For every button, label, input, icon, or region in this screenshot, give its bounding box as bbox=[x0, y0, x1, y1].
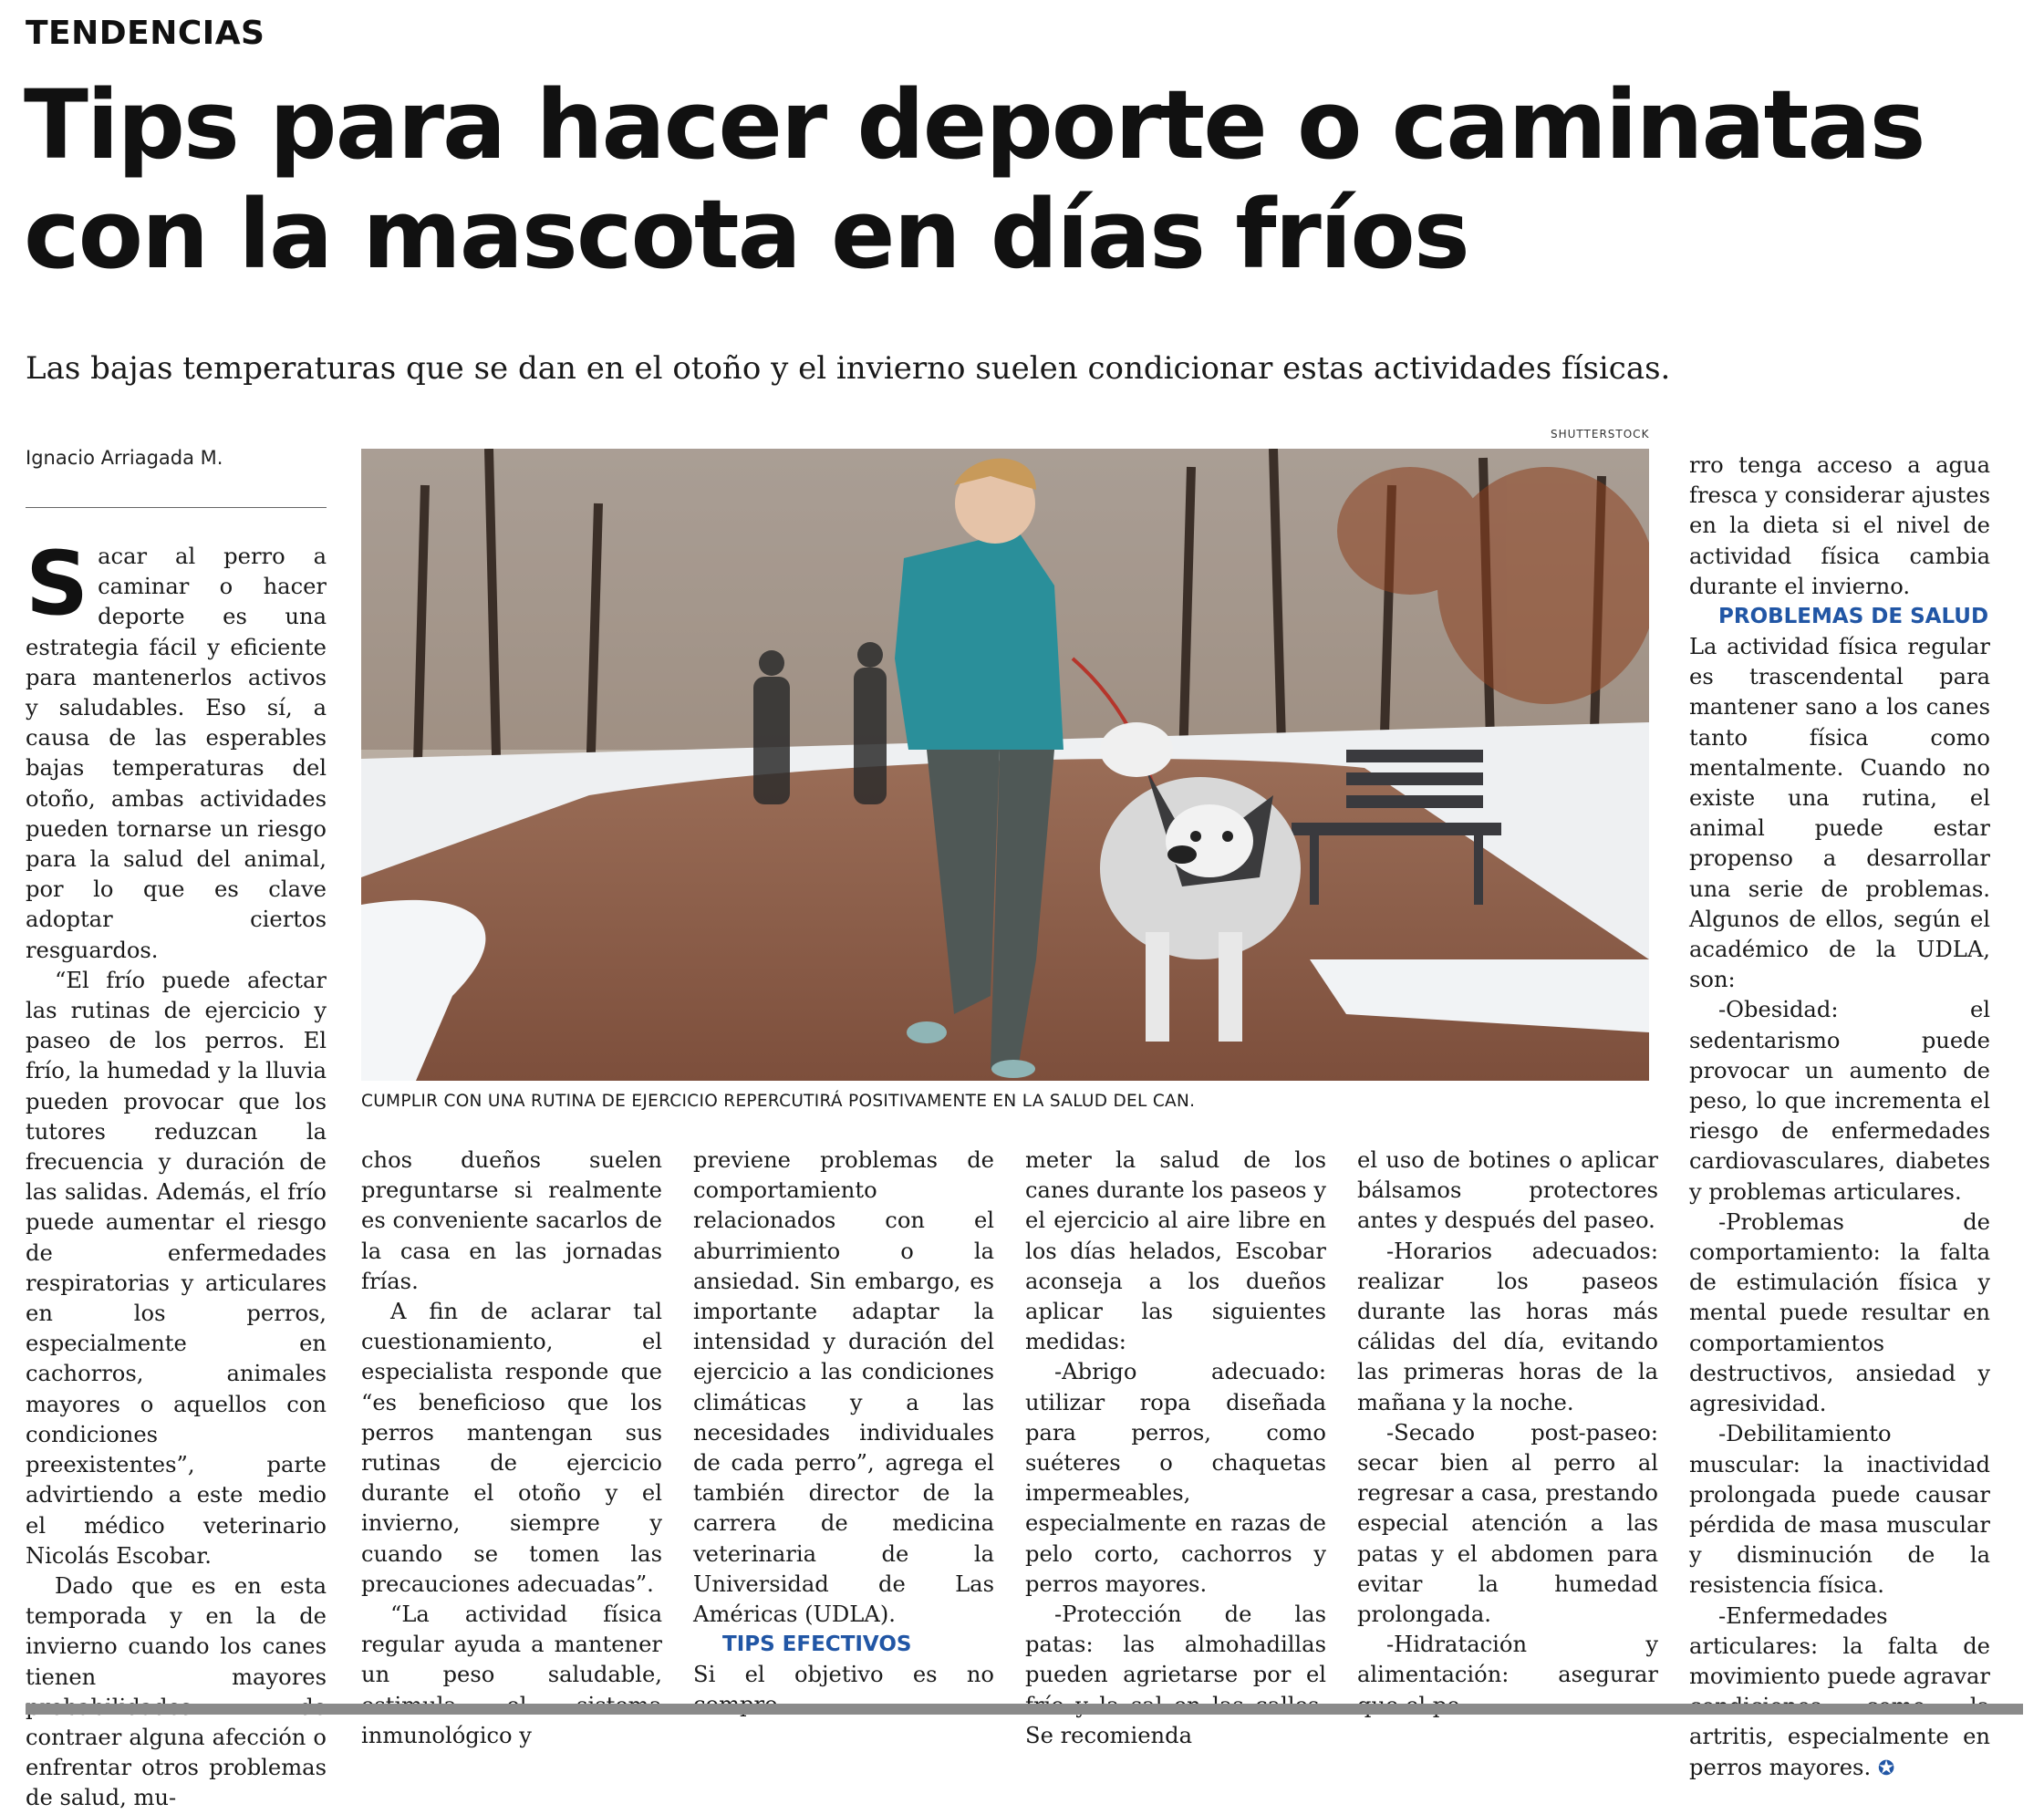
paragraph: -Abrigo adecuado: utilizar ropa diseñada para perros, como suéteres o chaquetas impermeables, especialmente en razas de pelo corto, cachorros y perros mayores. bbox=[1025, 1359, 1326, 1597]
headline: Tips para hacer deporte o caminatas con la mascota en días fríos bbox=[24, 69, 1925, 290]
paragraph: A fin de aclarar tal cuestionamiento, el especialista responde que “es beneficioso que los perros mantengan sus rutinas de ejercicio durante el otoño y el invierno, siempre y cuando se tomen las precauciones adecuadas”. bbox=[361, 1299, 662, 1597]
lead-paragraph: Sacar al perro a caminar o hacer deporte es una estrategia fácil y eficiente para mantenerlos activos y saludables. Eso sí, a causa de las esperables bajas temperaturas del otoño, ambas actividades pueden tornarse un riesgo para la salud del animal, por lo que es clave adoptar ciertos resguardos. bbox=[26, 533, 327, 963]
bottom-bar bbox=[26, 1704, 2023, 1715]
byline-rule bbox=[26, 507, 327, 508]
paragraph: Dado que es en esta temporada y en la de invierno cuando los canes tienen mayores contraer alguna afección o enfrentar otros problemas de salud, mu- bbox=[26, 1572, 327, 1811]
paragraph: -Debilitamiento muscular: la inactividad prolongada puede causar pérdida de masa muscular y disminución de la resistencia física. bbox=[1689, 1421, 1990, 1599]
paragraph: -Problemas de comportamiento: la falta de estimulación física y mental puede resultar en comportamientos destructivos, ansiedad y agresividad. bbox=[1689, 1208, 1990, 1417]
article-column-3 bbox=[693, 1145, 994, 1721]
article-column-4 bbox=[1025, 1145, 1326, 1751]
end-of-article-icon: ✪ bbox=[1877, 1757, 1895, 1780]
paragraph: el uso de botines o aplicar bálsamos protectores antes y después del paseo. bbox=[1357, 1147, 1658, 1234]
paragraph: -Secado post-paseo: secar bien al perro al regresar a casa, prestando especial atención a las patas y el abdomen para evitar la humedad prolongada. bbox=[1357, 1419, 1658, 1628]
drop-cap: S bbox=[26, 533, 89, 635]
paragraph: -Hidratación y alimentación: asegurar bbox=[1357, 1632, 1658, 1688]
article-column-2 bbox=[361, 1145, 662, 1751]
section-label: TENDENCIAS bbox=[26, 15, 265, 52]
paragraph: -Protección de las patas: las almohadillas pueden agrietarse por el Se recomienda bbox=[1025, 1602, 1326, 1748]
paragraph: Si el objetivo es no bbox=[693, 1662, 994, 1688]
subhead-tips: TIPS EFECTIVOS bbox=[722, 1633, 912, 1657]
photo-caption: CUMPLIR CON UNA RUTINA DE EJERCICIO REPERCUTIRÁ POSITIVAMENTE EN LA SALUD DEL CAN. bbox=[361, 1092, 1196, 1111]
paragraph: -Horarios adecuados: realizar los paseos durante las horas más cálidas del día, evitando las primeras horas de la mañana y la noche. bbox=[1357, 1238, 1658, 1415]
article-column-1 bbox=[26, 533, 327, 1814]
photo-credit: SHUTTERSTOCK bbox=[1551, 428, 1650, 441]
byline: Ignacio Arriagada M. bbox=[26, 447, 223, 469]
subhead-problemas: PROBLEMAS DE SALUD bbox=[1718, 605, 1989, 629]
article-column-6 bbox=[1689, 451, 1990, 1784]
paragraph: La actividad física regular es trascendental para mantener sano a los canes tanto física como mentalmente. Cuando no existe una rutina, el animal puede estar propenso a desarrollar una serie de problemas. Algunos de ellos, según el académico de la UDLA, son: bbox=[1689, 634, 1990, 993]
paragraph: -Enfermedades articulares: la falta de movimiento puede agravar artritis, especialmente en perros mayores. ✪ bbox=[1689, 1602, 1990, 1780]
article-column-5 bbox=[1357, 1145, 1658, 1721]
paragraph: previene problemas de comportamiento relacionados con el aburrimiento o la ansiedad. Sin embargo, es importante adaptar la intensidad y duración del ejercicio a las condiciones climáticas y a las necesidades individuales de cada perro”, agrega el también director de la carrera de medicina veterinaria de la Universidad de Las Américas (UDLA). bbox=[693, 1147, 994, 1628]
photo-woman-running-with-dog bbox=[361, 449, 1649, 1081]
deck: Las bajas temperaturas que se dan en el otoño y el invierno suelen condicionar estas actividades físicas. bbox=[26, 350, 1671, 387]
paragraph: “La actividad física regular ayuda a mantener un peso saludable, inmunológico y bbox=[361, 1602, 662, 1748]
photo-illustration bbox=[361, 449, 1649, 1081]
paragraph: rro tenga acceso a agua fresca y considerar ajustes en la dieta si el nivel de actividad física cambia durante el invierno. bbox=[1689, 452, 1990, 599]
paragraph: -Obesidad: el sedentarismo puede provocar un aumento de peso, lo que incrementa el riesgo de enfermedades cardiovasculares, diabetes y problemas articulares. bbox=[1689, 997, 1990, 1205]
paragraph: “El frío puede afectar las rutinas de ejercicio y paseo de los perros. El frío, la humedad y la lluvia pueden provocar que los tutores reduzcan la frecuencia y duración de las salidas. Además, el frío puede aumentar el riesgo de enfermedades respiratorias y articulares en los perros, especialmente en cachorros, animales mayores o aquellos con condiciones preexistentes”, parte advirtiendo a este medio el médico veterinario Nicolás Escobar. bbox=[26, 967, 327, 1569]
paragraph: meter la salud de los canes durante los paseos y el ejercicio al aire libre en los días helados, Escobar aconseja a los dueños aplicar las siguientes medidas: bbox=[1025, 1147, 1326, 1355]
paragraph: chos dueños suelen preguntarse si realmente es conveniente sacarlos de la casa en las jornadas frías. bbox=[361, 1147, 662, 1294]
